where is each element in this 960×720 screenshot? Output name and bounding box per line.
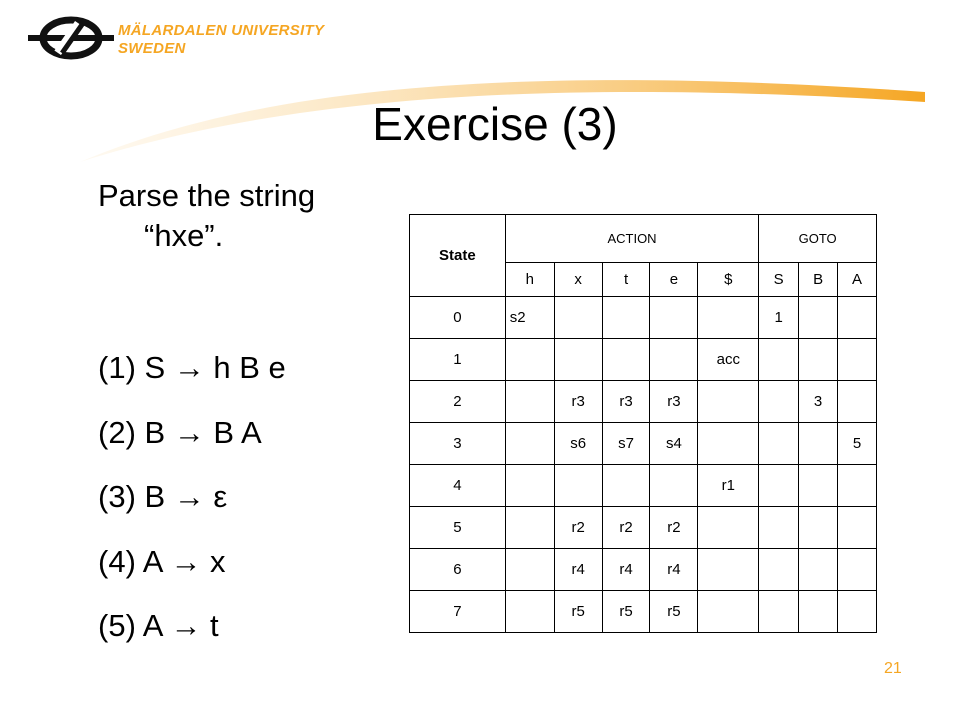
action-cell (554, 297, 602, 339)
table-row (410, 423, 877, 465)
goto-cell: 3 (799, 381, 838, 423)
goto-cell (759, 423, 799, 465)
column-header: t (602, 263, 650, 297)
action-cell (650, 297, 698, 339)
rule-number: (1) (98, 350, 136, 385)
instruction-text (98, 176, 398, 256)
instruction-line1: Parse the string (98, 178, 316, 213)
instruction-line2: “hxe”. (144, 218, 224, 253)
action-header: ACTION (505, 215, 758, 263)
column-header: e (650, 263, 698, 297)
column-header: A (838, 263, 877, 297)
goto-cell (799, 549, 838, 591)
goto-cell (799, 507, 838, 549)
table-row (410, 339, 877, 381)
university-name-line1: MÄLARDALEN UNIVERSITY (118, 22, 325, 39)
column-header: B (799, 263, 838, 297)
grammar-rules (98, 348, 286, 671)
rule-number: (4) (98, 543, 136, 579)
goto-cell (838, 465, 877, 507)
action-cell: r5 (602, 591, 650, 633)
goto-cell (838, 591, 877, 633)
action-cell (698, 381, 759, 423)
state-cell: 2 (410, 381, 506, 423)
university-name-line2: SWEDEN (118, 40, 186, 57)
rule-number: (3) (98, 479, 136, 514)
action-cell: s4 (650, 423, 698, 465)
action-cell (505, 381, 554, 423)
goto-header: GOTO (759, 215, 877, 263)
goto-cell (759, 507, 799, 549)
state-cell: 6 (410, 549, 506, 591)
grammar-rule (98, 477, 286, 542)
action-cell: r1 (698, 465, 759, 507)
goto-cell (838, 381, 877, 423)
column-header: x (554, 263, 602, 297)
state-cell: 5 (410, 507, 506, 549)
goto-cell (838, 507, 877, 549)
action-cell (505, 549, 554, 591)
rule-text: B → ε (144, 479, 228, 514)
state-cell: 7 (410, 591, 506, 633)
action-cell (698, 591, 759, 633)
state-cell: 4 (410, 465, 506, 507)
action-cell: r4 (650, 549, 698, 591)
action-cell (698, 297, 759, 339)
table-row (410, 465, 877, 507)
goto-cell (799, 423, 838, 465)
page-number: 21 (884, 660, 902, 677)
table-row (410, 591, 877, 633)
rule-text: A → x (142, 543, 226, 579)
action-cell: r5 (554, 591, 602, 633)
action-cell: s6 (554, 423, 602, 465)
goto-cell: 5 (838, 423, 877, 465)
state-header: State (410, 215, 506, 297)
goto-cell (759, 339, 799, 381)
grammar-rule (98, 413, 286, 478)
goto-cell (799, 297, 838, 339)
goto-cell (759, 381, 799, 423)
action-cell: r3 (602, 381, 650, 423)
goto-cell (759, 549, 799, 591)
goto-cell (838, 297, 877, 339)
table-row (410, 549, 877, 591)
action-cell (505, 591, 554, 633)
action-cell: r3 (650, 381, 698, 423)
action-cell (602, 339, 650, 381)
action-cell (505, 339, 554, 381)
slide-title: Exercise (3) (372, 98, 618, 150)
rule-text: S → h B e (144, 350, 286, 385)
action-cell (554, 339, 602, 381)
parse-table (409, 214, 877, 633)
action-cell: r5 (650, 591, 698, 633)
action-cell: r4 (602, 549, 650, 591)
column-header: S (759, 263, 799, 297)
action-cell: r3 (554, 381, 602, 423)
goto-cell (838, 549, 877, 591)
goto-cell (799, 591, 838, 633)
goto-cell: 1 (759, 297, 799, 339)
grammar-rule (98, 348, 286, 413)
rule-number: (2) (98, 414, 136, 450)
table-row (410, 297, 877, 339)
university-name (118, 22, 324, 58)
action-cell (698, 423, 759, 465)
grammar-rule (98, 606, 286, 671)
action-cell: r2 (554, 507, 602, 549)
goto-cell (838, 339, 877, 381)
action-cell (505, 507, 554, 549)
action-cell: s7 (602, 423, 650, 465)
action-cell (602, 465, 650, 507)
action-cell: r2 (602, 507, 650, 549)
goto-cell (759, 465, 799, 507)
rule-text: B → B A (144, 414, 262, 450)
action-cell: acc (698, 339, 759, 381)
action-cell (602, 297, 650, 339)
column-header: $ (698, 263, 759, 297)
rule-number: (5) (98, 608, 136, 643)
goto-cell (799, 465, 838, 507)
state-cell: 3 (410, 423, 506, 465)
grammar-rule (98, 542, 286, 607)
action-cell: r4 (554, 549, 602, 591)
column-header: h (505, 263, 554, 297)
action-cell (554, 465, 602, 507)
action-cell (698, 507, 759, 549)
action-cell (650, 339, 698, 381)
state-cell: 1 (410, 339, 506, 381)
action-cell (505, 423, 554, 465)
action-cell (650, 465, 698, 507)
action-cell: s2 (505, 297, 554, 339)
table-row (410, 507, 877, 549)
university-logo-icon (28, 16, 114, 60)
action-cell (698, 549, 759, 591)
action-cell: r2 (650, 507, 698, 549)
table-row (410, 381, 877, 423)
rule-text: A → t (142, 608, 219, 643)
action-cell (505, 465, 554, 507)
state-cell: 0 (410, 297, 506, 339)
goto-cell (759, 591, 799, 633)
goto-cell (799, 339, 838, 381)
